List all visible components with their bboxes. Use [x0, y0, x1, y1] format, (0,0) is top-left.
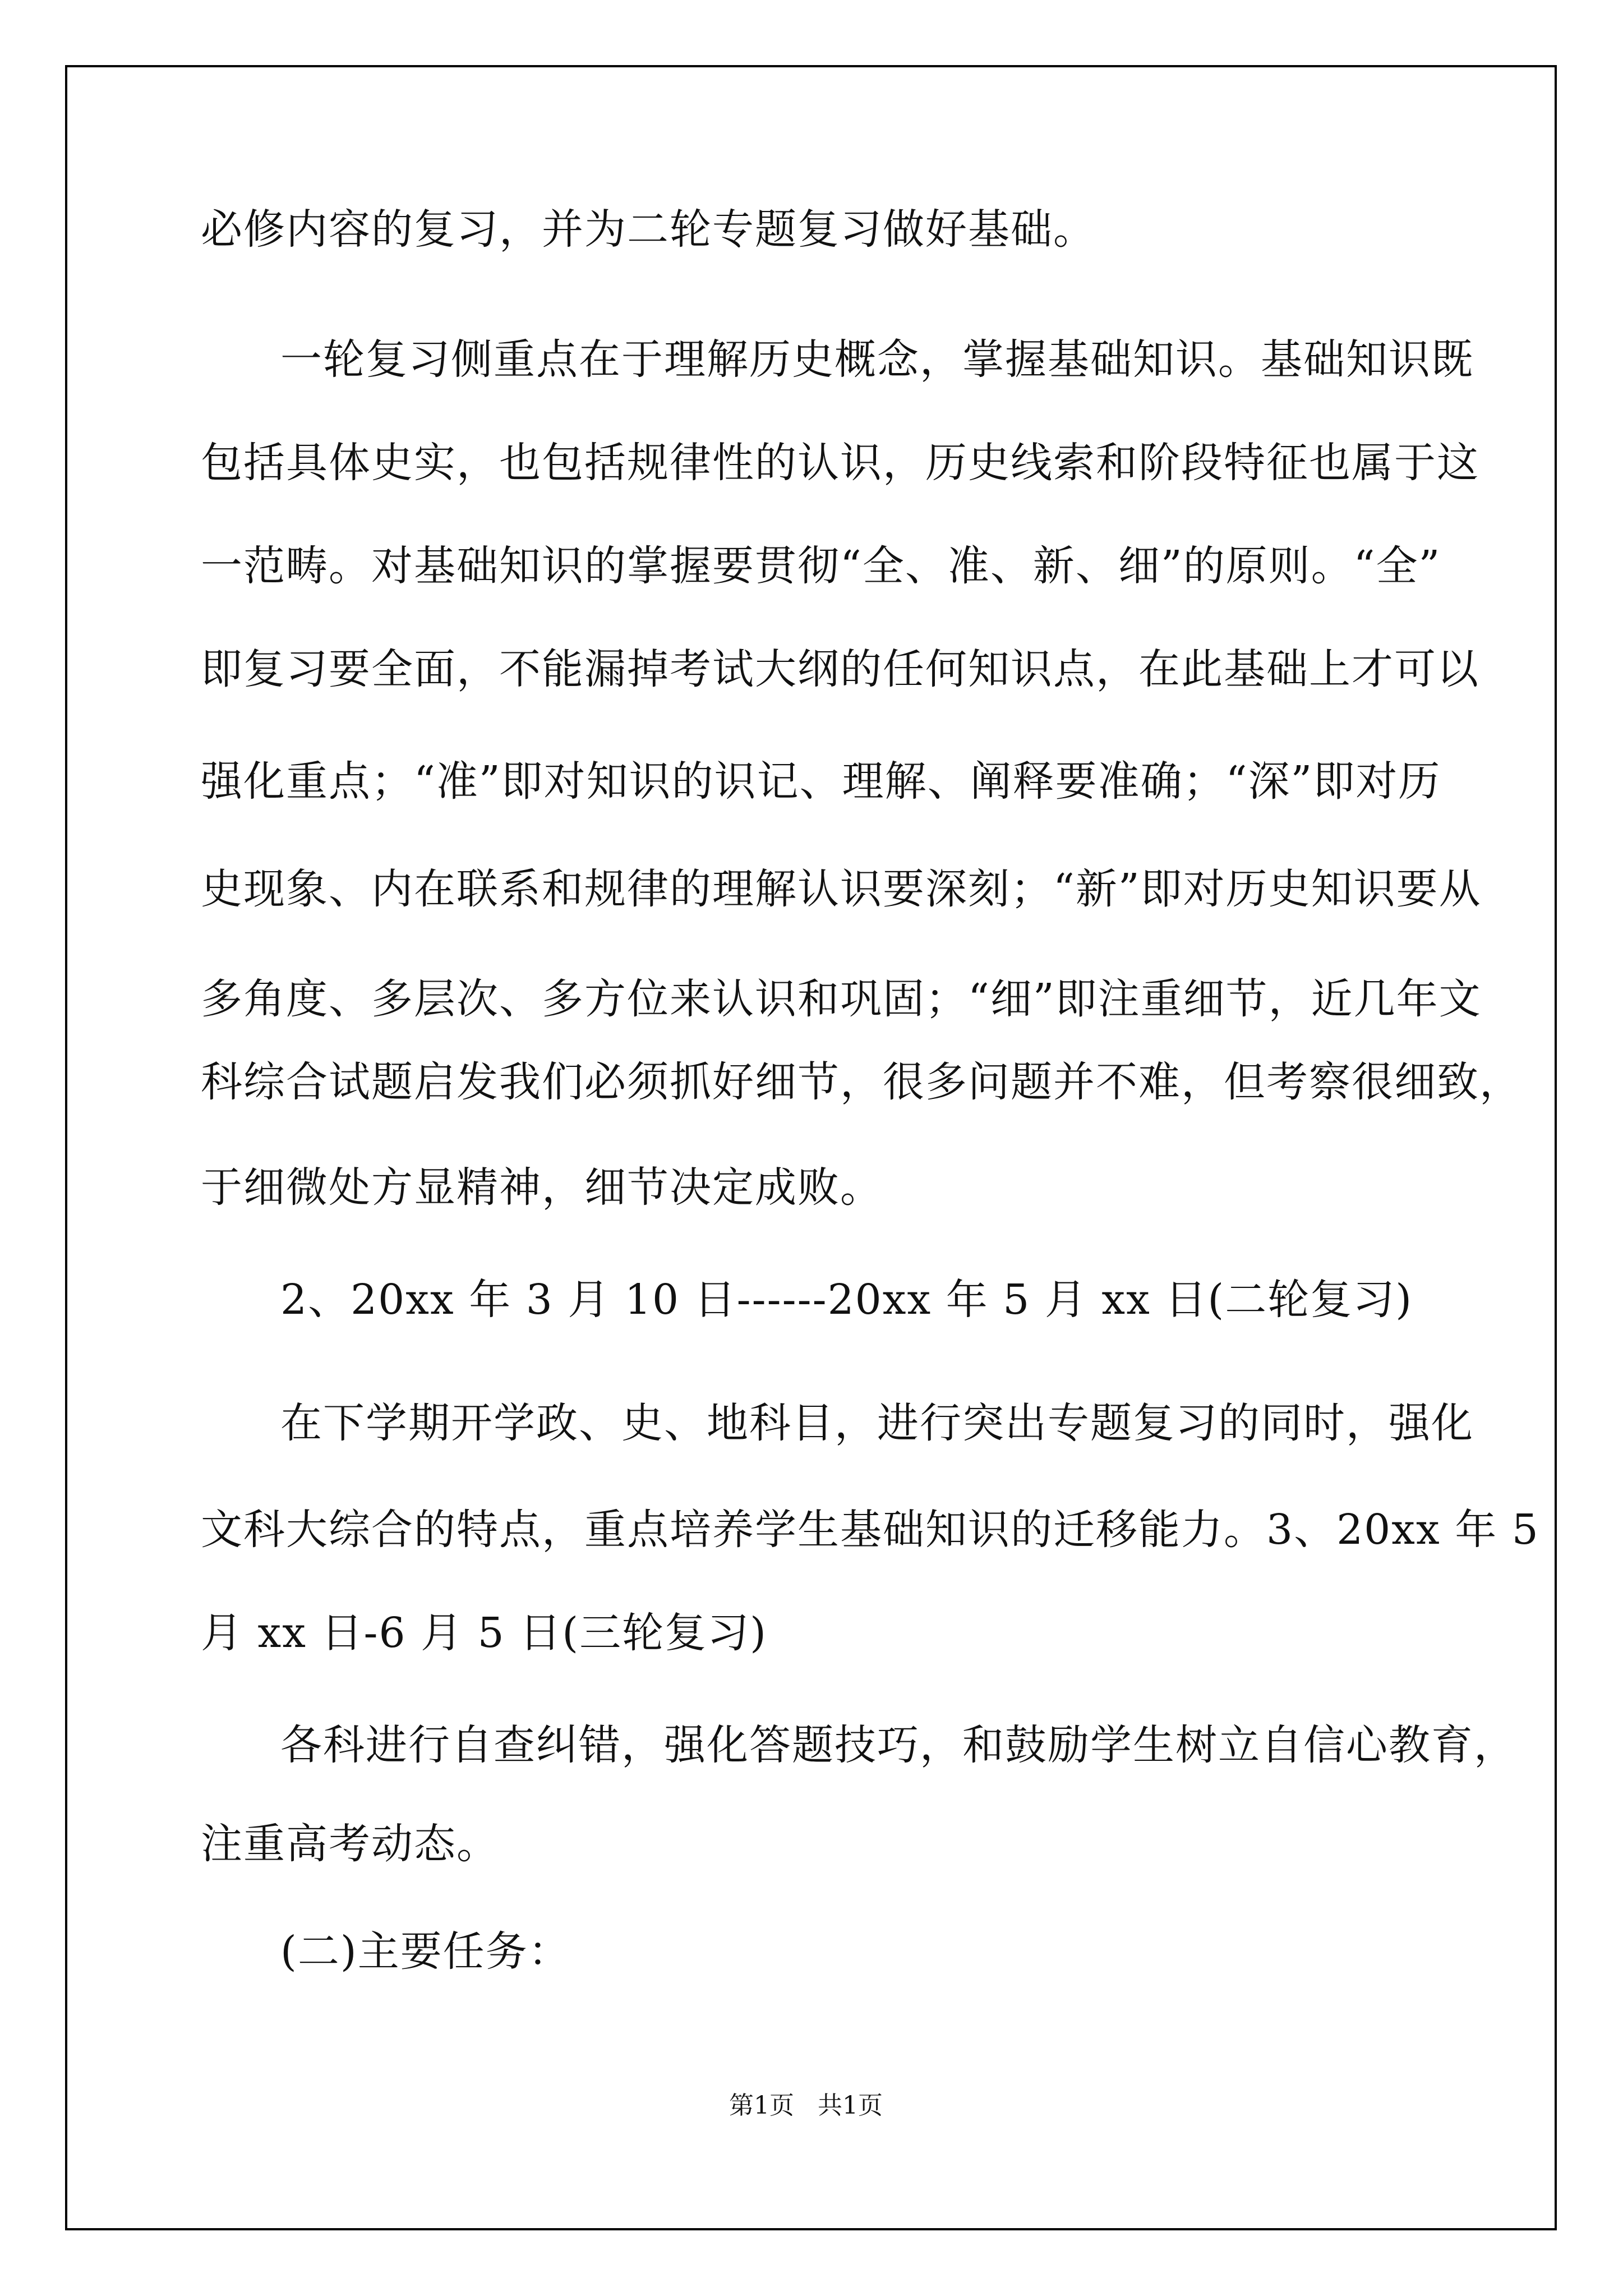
section-heading-main-tasks: (二)主要任务：: [280, 1927, 571, 1976]
body-line-8: 多角度、多层次、多方位来认识和巩固；“细”即注重细节，近几年文: [201, 975, 1482, 1023]
body-line-12: 在下学期开学政、史、地科目，进行突出专题复习的同时，强化: [280, 1399, 1474, 1447]
body-line-1: 必修内容的复习，并为二轮专题复习做好基础。: [201, 205, 1096, 254]
body-line-5: 即复习要全面，不能漏掉考试大纲的任何知识点，在此基础上才可以: [201, 645, 1479, 693]
section-heading-phase-2: 2、20xx 年 3 月 10 日------20xx 年 5 月 xx 日(二轮复习): [280, 1276, 1413, 1324]
page-frame: [65, 65, 1557, 2230]
body-line-13: 文科大综合的特点，重点培养学生基础知识的迁移能力。3、20xx 年 5: [201, 1506, 1539, 1554]
page-footer: 第1页 共1页: [729, 2091, 883, 2120]
body-line-4: 一范畴。对基础知识的掌握要贯彻“全、准、新、细”的原则。“全”: [201, 542, 1441, 590]
body-line-7: 史现象、内在联系和规律的理解认识要深刻；“新”即对历史知识要从: [201, 865, 1482, 913]
body-line-16: 注重高考动态。: [201, 1820, 499, 1868]
body-line-9: 科综合试题启发我们必须抓好细节，很多问题并不难，但考察很细致，: [201, 1058, 1522, 1106]
body-line-2: 一轮复习侧重点在于理解历史概念，掌握基础知识。基础知识既: [280, 335, 1474, 384]
body-line-14: 月 xx 日-6 月 5 日(三轮复习): [201, 1609, 767, 1657]
body-line-10: 于细微处方显精神，细节决定成败。: [201, 1163, 883, 1212]
body-line-6: 强化重点；“准”即对知识的识记、理解、阐释要准确；“深”即对历: [201, 757, 1441, 806]
body-line-15: 各科进行自查纠错，强化答题技巧，和鼓励学生树立自信心教育，: [280, 1721, 1516, 1769]
body-line-3: 包括具体史实，也包括规律性的认识，历史线索和阶段特征也属于这: [201, 439, 1479, 487]
